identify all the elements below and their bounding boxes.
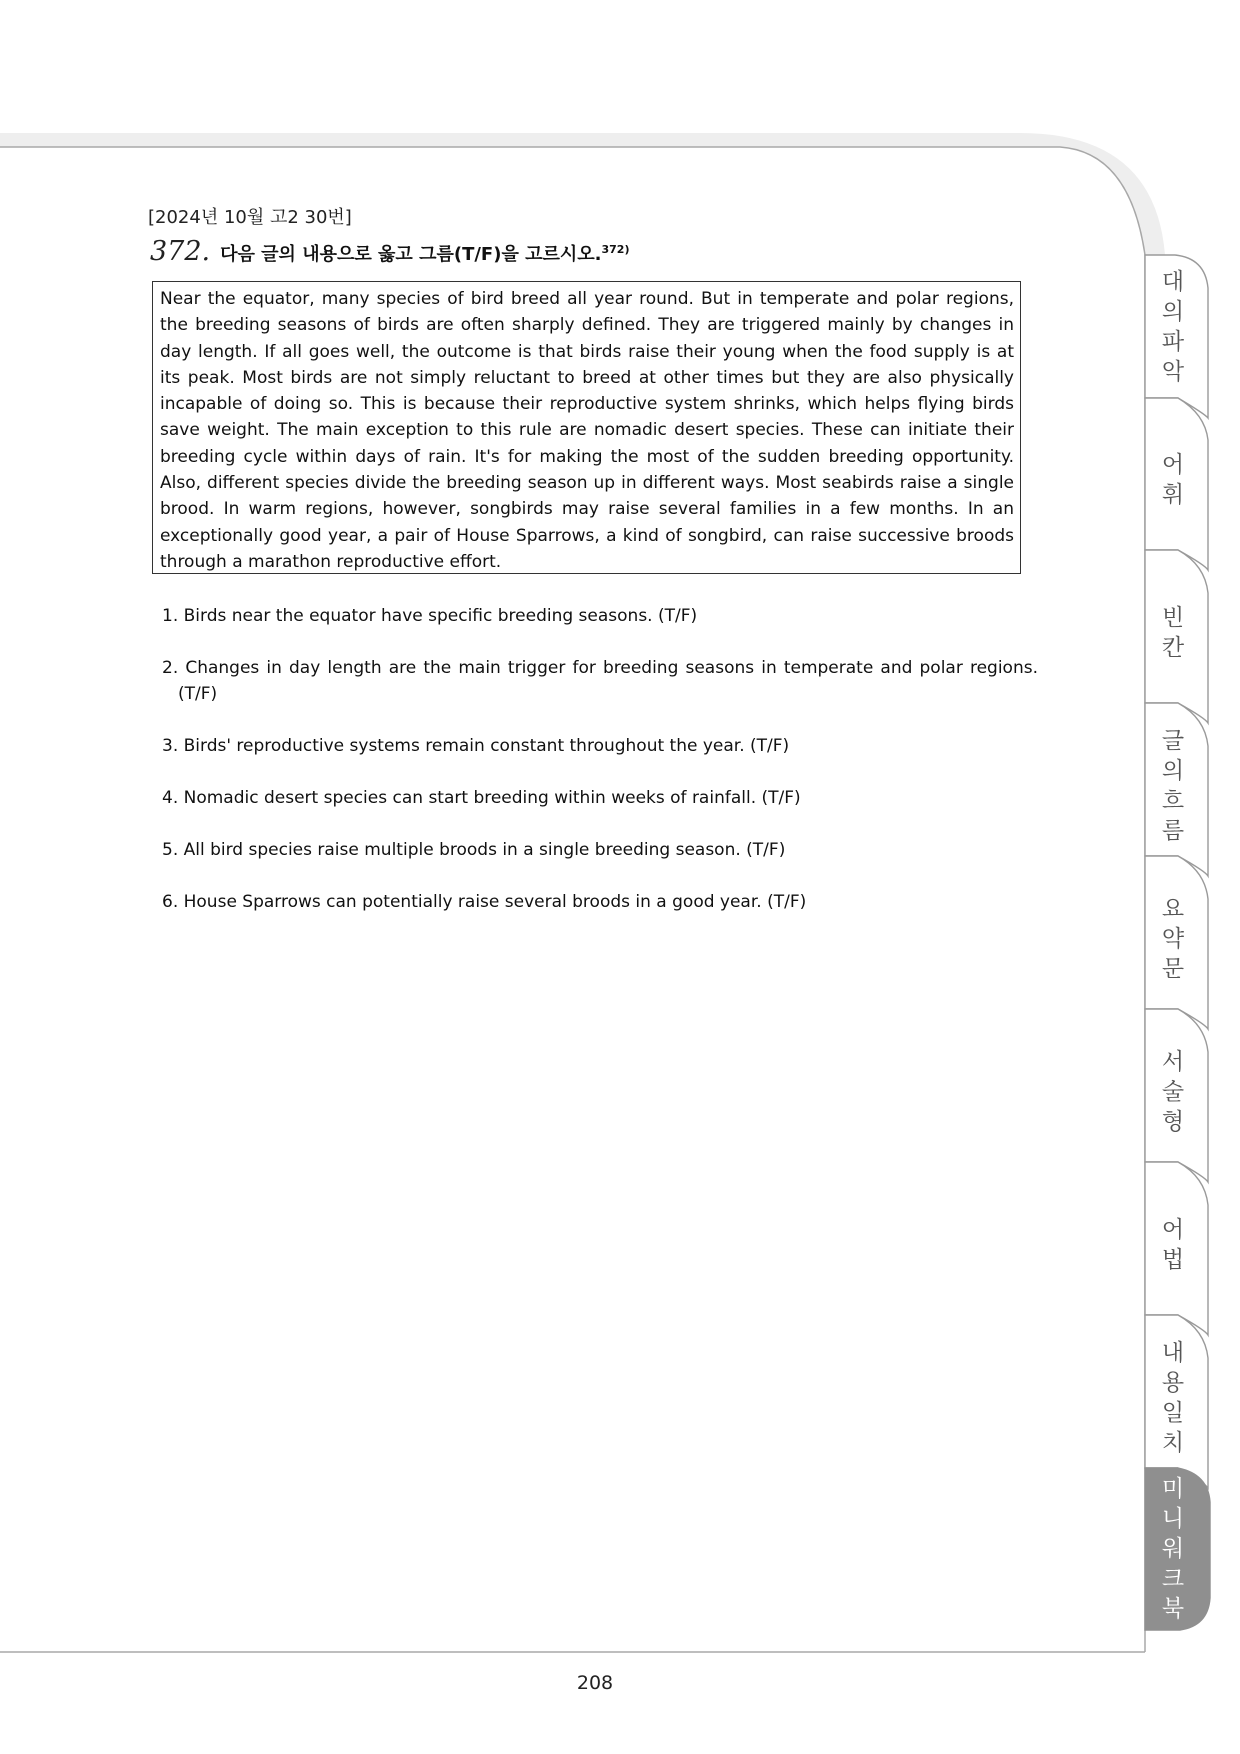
question-number: 372. [150,236,211,267]
page-number: 208 [576,1672,614,1694]
tab-content-match[interactable] [1140,1328,1206,1468]
tab-label: 대의파악 [1161,268,1185,385]
tab-blank[interactable] [1140,563,1206,703]
tab-main-idea[interactable] [1140,255,1206,398]
statement-item: 6. House Sparrows can potentially raise several broods in a good year. (T/F) [162,892,807,912]
tab-mini-workbook[interactable] [1140,1468,1206,1630]
tab-label: 글의흐름 [1161,728,1185,844]
statement-item: 2. Changes in day length are the main trigger for breeding seasons in temperate and polar regions. (T/F) [162,658,1038,704]
footnote-ref: 372) [601,243,630,256]
statement-item: 5. All bird species raise multiple broods in a single breeding season. (T/F) [162,840,786,860]
tab-vocabulary[interactable] [1140,410,1206,550]
tab-label: 어법 [1161,1217,1185,1273]
tab-summary[interactable] [1140,869,1206,1009]
tab-label: 요약문 [1161,896,1185,982]
tab-flow[interactable] [1140,716,1206,856]
tab-grammar[interactable] [1140,1175,1206,1315]
question-text: 다음 글의 내용으로 옳고 그름(T/F)을 고르시오. [220,244,602,265]
statement-item: 3. Birds' reproductive systems remain constant throughout the year. (T/F) [162,736,790,756]
reading-passage: Near the equator, many species of bird breed all year round. But in temperate and polar regions, the breeding seasons of birds are often sharply defined. They are triggered mainly by changes in day length. If all goes well, the outcome is that birds raise their young when the food supply is at its peak. Most birds are not simply reluctant to breed at other times but they are also physically incapable of doing so. This is because their reproductive system shrinks, which helps flying birds save weight. The main exception to this rule are nomadic desert species. These can initiate their breeding cycle within days of rain. It's for making the most of the sudden breeding opportunity. Also, different species divide the breeding season up in different ways. Most seabirds raise a single brood. In warm regions, however, songbirds may raise several families in a few months. In an exceptionally good year, a pair of House Sparrows, a kind of songbird, can raise successive broods through a marathon reproductive effort. [152,281,1021,574]
tab-label: 빈칸 [1161,605,1185,661]
question-source: [2024년 10월 고2 30번] [148,207,352,228]
tab-label: 미니워크북 [1161,1476,1185,1622]
statement-item: 1. Birds near the equator have specific breeding seasons. (T/F) [162,606,698,626]
tab-label: 내용일치 [1161,1340,1185,1456]
tab-label: 서술형 [1161,1049,1185,1135]
tab-label: 어휘 [1161,452,1185,508]
statement-item: 4. Nomadic desert species can start breeding within weeks of rainfall. (T/F) [162,788,801,808]
tab-descriptive[interactable] [1140,1022,1206,1162]
